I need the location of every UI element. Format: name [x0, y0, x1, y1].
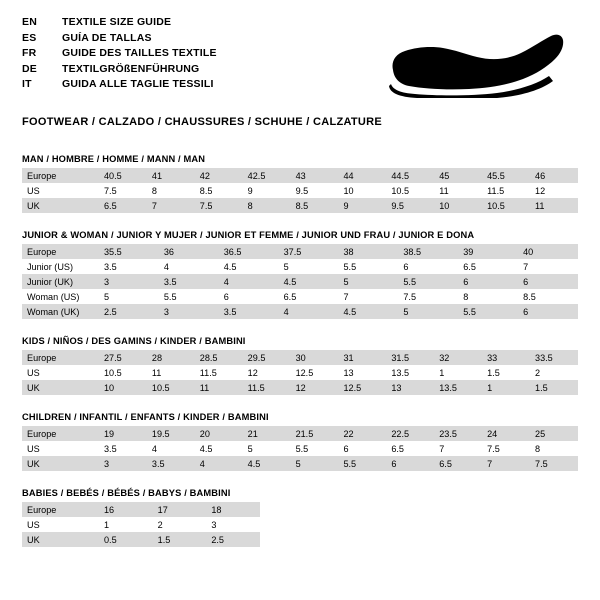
size-cell: 36 — [159, 244, 219, 259]
size-cell: 37.5 — [279, 244, 339, 259]
size-cell: 29.5 — [243, 350, 291, 365]
size-cell: 7.5 — [530, 456, 578, 471]
size-cell: 7 — [339, 289, 399, 304]
size-cell: 7 — [482, 456, 530, 471]
size-cell: 3 — [159, 304, 219, 319]
size-cell: 21 — [243, 426, 291, 441]
size-cell: 4.5 — [339, 304, 399, 319]
size-cell: 5 — [99, 289, 159, 304]
language-text: GUIDE DES TAILLES TEXTILE — [62, 47, 217, 59]
row-label: Europe — [22, 244, 99, 259]
language-code: ES — [22, 31, 37, 44]
size-cell: 10.5 — [99, 365, 147, 380]
size-cell: 5 — [279, 259, 339, 274]
size-cell: 35.5 — [99, 244, 159, 259]
row-label: Europe — [22, 426, 99, 441]
size-cell: 9 — [338, 198, 386, 213]
size-cell: 8 — [458, 289, 518, 304]
size-table — [22, 502, 260, 547]
size-cell: 40.5 — [99, 168, 147, 183]
size-cell: 24 — [482, 426, 530, 441]
size-cell: 11.5 — [195, 365, 243, 380]
section-title: CHILDREN / INFANTIL / ENFANTS / KINDER / BAMBINI — [22, 412, 269, 422]
size-cell: 42.5 — [243, 168, 291, 183]
row-label: Woman (UK) — [22, 304, 99, 319]
size-cell: 9 — [243, 183, 291, 198]
size-cell: 3 — [206, 517, 260, 532]
size-cell: 46 — [530, 168, 578, 183]
table-row — [22, 350, 578, 365]
size-cell: 17 — [153, 502, 207, 517]
size-cell: 41 — [147, 168, 195, 183]
table-row — [22, 289, 578, 304]
row-label: US — [22, 441, 99, 456]
row-label: UK — [22, 380, 99, 395]
section-title: BABIES / BEBÉS / BÉBÉS / BABYS / BAMBINI — [22, 488, 231, 498]
row-label: Europe — [22, 168, 99, 183]
size-cell: 12 — [243, 365, 291, 380]
size-cell: 5 — [339, 274, 399, 289]
size-cell: 28.5 — [195, 350, 243, 365]
size-cell: 11 — [434, 183, 482, 198]
size-cell: 1 — [434, 365, 482, 380]
size-cell: 13.5 — [434, 380, 482, 395]
header — [22, 16, 578, 103]
size-cell: 5.5 — [458, 304, 518, 319]
size-cell: 6.5 — [458, 259, 518, 274]
size-cell: 23.5 — [434, 426, 482, 441]
size-cell: 5 — [398, 304, 458, 319]
size-cell: 7 — [434, 441, 482, 456]
size-cell: 16 — [99, 502, 153, 517]
dress-shoe-icon — [381, 26, 566, 103]
size-cell: 32 — [434, 350, 482, 365]
size-cell: 21.5 — [291, 426, 339, 441]
table-row — [22, 517, 260, 532]
table-row — [22, 244, 578, 259]
size-section-man — [22, 154, 578, 213]
size-cell: 3.5 — [159, 274, 219, 289]
size-cell: 43 — [291, 168, 339, 183]
size-cell: 6 — [398, 259, 458, 274]
size-cell: 4 — [219, 274, 279, 289]
language-row — [22, 47, 217, 63]
size-cell: 10 — [338, 183, 386, 198]
row-label: US — [22, 517, 99, 532]
row-label: Europe — [22, 350, 99, 365]
row-label: UK — [22, 456, 99, 471]
size-cell: 6 — [338, 441, 386, 456]
row-label: US — [22, 183, 99, 198]
row-label: US — [22, 365, 99, 380]
size-cell: 8.5 — [518, 289, 578, 304]
size-cell: 3.5 — [147, 456, 195, 471]
row-label: Woman (US) — [22, 289, 99, 304]
size-cell: 2 — [153, 517, 207, 532]
size-cell: 18 — [206, 502, 260, 517]
row-label: Junior (US) — [22, 259, 99, 274]
size-cell: 4.5 — [243, 456, 291, 471]
table-row — [22, 502, 260, 517]
language-text: TEXTILE SIZE GUIDE — [62, 16, 172, 28]
language-text: TEXTILGRÖßENFÜHRUNG — [62, 62, 200, 75]
size-cell: 10.5 — [482, 198, 530, 213]
size-cell: 25 — [530, 426, 578, 441]
size-cell: 8 — [530, 441, 578, 456]
size-cell: 5 — [243, 441, 291, 456]
size-cell: 10.5 — [386, 183, 434, 198]
size-cell: 8 — [243, 198, 291, 213]
size-cell: 8.5 — [195, 183, 243, 198]
size-cell: 7.5 — [99, 183, 147, 198]
size-cell: 3.5 — [99, 441, 147, 456]
size-cell: 33 — [482, 350, 530, 365]
size-cell: 7.5 — [398, 289, 458, 304]
size-cell: 22.5 — [386, 426, 434, 441]
size-cell: 8 — [147, 183, 195, 198]
size-cell: 12.5 — [338, 380, 386, 395]
table-row — [22, 183, 578, 198]
size-table — [22, 426, 578, 471]
size-cell: 2.5 — [99, 304, 159, 319]
language-code: IT — [22, 78, 32, 90]
size-cell: 13 — [338, 365, 386, 380]
size-cell: 1 — [99, 517, 153, 532]
language-code: EN — [22, 16, 37, 28]
language-text: GUÍA DE TALLAS — [62, 31, 152, 44]
size-cell: 42 — [195, 168, 243, 183]
size-table — [22, 350, 578, 395]
size-cell: 4.5 — [195, 441, 243, 456]
size-cell: 6 — [386, 456, 434, 471]
table-row — [22, 456, 578, 471]
size-cell: 6 — [518, 274, 578, 289]
size-cell: 1.5 — [153, 532, 207, 547]
size-cell: 5 — [291, 456, 339, 471]
size-cell: 5.5 — [291, 441, 339, 456]
language-row — [22, 32, 217, 48]
size-cell: 33.5 — [530, 350, 578, 365]
size-cell: 2.5 — [206, 532, 260, 547]
table-row — [22, 426, 578, 441]
size-cell: 31 — [338, 350, 386, 365]
size-cell: 36.5 — [219, 244, 279, 259]
size-section-children — [22, 412, 578, 471]
size-cell: 3.5 — [219, 304, 279, 319]
size-cell: 7 — [518, 259, 578, 274]
size-cell: 39 — [458, 244, 518, 259]
size-section-babies — [22, 488, 578, 547]
size-cell: 1.5 — [530, 380, 578, 395]
table-row — [22, 274, 578, 289]
size-cell: 11.5 — [243, 380, 291, 395]
row-label: UK — [22, 198, 99, 213]
size-cell: 4.5 — [279, 274, 339, 289]
size-cell: 4 — [195, 456, 243, 471]
row-label: UK — [22, 532, 99, 547]
size-cell: 6 — [458, 274, 518, 289]
size-cell: 7.5 — [195, 198, 243, 213]
size-cell: 4.5 — [219, 259, 279, 274]
section-title: KIDS / NIÑOS / DES GAMINS / KINDER / BAMBINI — [22, 336, 246, 346]
size-cell: 9.5 — [291, 183, 339, 198]
size-cell: 45.5 — [482, 168, 530, 183]
size-cell: 38 — [339, 244, 399, 259]
language-code: FR — [22, 47, 37, 59]
size-cell: 27.5 — [99, 350, 147, 365]
language-text: GUIDA ALLE TAGLIE TESSILI — [62, 78, 214, 90]
table-row — [22, 198, 578, 213]
size-cell: 13.5 — [386, 365, 434, 380]
size-cell: 1 — [482, 380, 530, 395]
language-code: DE — [22, 62, 37, 75]
size-cell: 5.5 — [159, 289, 219, 304]
size-cell: 11 — [195, 380, 243, 395]
size-cell: 19.5 — [147, 426, 195, 441]
size-cell: 11.5 — [482, 183, 530, 198]
row-label: Junior (UK) — [22, 274, 99, 289]
size-cell: 12 — [530, 183, 578, 198]
size-cell: 4 — [147, 441, 195, 456]
size-cell: 7 — [147, 198, 195, 213]
size-cell: 7.5 — [482, 441, 530, 456]
size-cell: 6.5 — [279, 289, 339, 304]
size-cell: 5.5 — [339, 259, 399, 274]
size-cell: 28 — [147, 350, 195, 365]
size-cell: 3 — [99, 274, 159, 289]
size-cell: 1.5 — [482, 365, 530, 380]
size-cell: 10 — [99, 380, 147, 395]
size-cell: 5.5 — [398, 274, 458, 289]
table-row — [22, 365, 578, 380]
language-row — [22, 63, 217, 79]
size-cell: 3.5 — [99, 259, 159, 274]
size-cell: 5.5 — [338, 456, 386, 471]
table-row — [22, 304, 578, 319]
size-cell: 44.5 — [386, 168, 434, 183]
size-section-kids — [22, 336, 578, 395]
size-cell: 45 — [434, 168, 482, 183]
size-cell: 13 — [386, 380, 434, 395]
table-row — [22, 168, 578, 183]
language-list — [22, 16, 217, 94]
language-row — [22, 78, 217, 94]
size-cell: 3 — [99, 456, 147, 471]
page-title: FOOTWEAR / CALZADO / CHAUSSURES / SCHUHE / CALZATURE — [22, 116, 383, 128]
size-cell: 4 — [159, 259, 219, 274]
size-cell: 0.5 — [99, 532, 153, 547]
size-cell: 12.5 — [291, 365, 339, 380]
table-row — [22, 259, 578, 274]
size-cell: 6 — [518, 304, 578, 319]
size-cell: 4 — [279, 304, 339, 319]
size-cell: 30 — [291, 350, 339, 365]
size-cell: 10.5 — [147, 380, 195, 395]
size-cell: 10 — [434, 198, 482, 213]
size-cell: 8.5 — [291, 198, 339, 213]
language-row — [22, 16, 217, 32]
table-row — [22, 532, 260, 547]
size-cell: 6.5 — [434, 456, 482, 471]
size-cell: 31.5 — [386, 350, 434, 365]
row-label: Europe — [22, 502, 99, 517]
size-table — [22, 244, 578, 319]
size-cell: 11 — [530, 198, 578, 213]
size-cell: 9.5 — [386, 198, 434, 213]
size-cell: 40 — [518, 244, 578, 259]
size-cell: 20 — [195, 426, 243, 441]
size-cell: 44 — [338, 168, 386, 183]
size-cell: 2 — [530, 365, 578, 380]
size-cell: 6.5 — [386, 441, 434, 456]
section-title: JUNIOR & WOMAN / JUNIOR Y MUJER / JUNIOR ET FEMME / JUNIOR UND FRAU / JUNIOR E DONA — [22, 230, 475, 240]
size-cell: 12 — [291, 380, 339, 395]
size-cell: 38.5 — [398, 244, 458, 259]
size-section-junior-woman — [22, 230, 578, 319]
section-title: MAN / HOMBRE / HOMME / MANN / MAN — [22, 154, 206, 164]
table-row — [22, 441, 578, 456]
table-row — [22, 380, 578, 395]
size-cell: 6.5 — [99, 198, 147, 213]
size-cell: 6 — [219, 289, 279, 304]
size-cell: 19 — [99, 426, 147, 441]
size-table — [22, 168, 578, 213]
size-cell: 22 — [338, 426, 386, 441]
size-cell: 11 — [147, 365, 195, 380]
size-sections — [22, 154, 578, 547]
